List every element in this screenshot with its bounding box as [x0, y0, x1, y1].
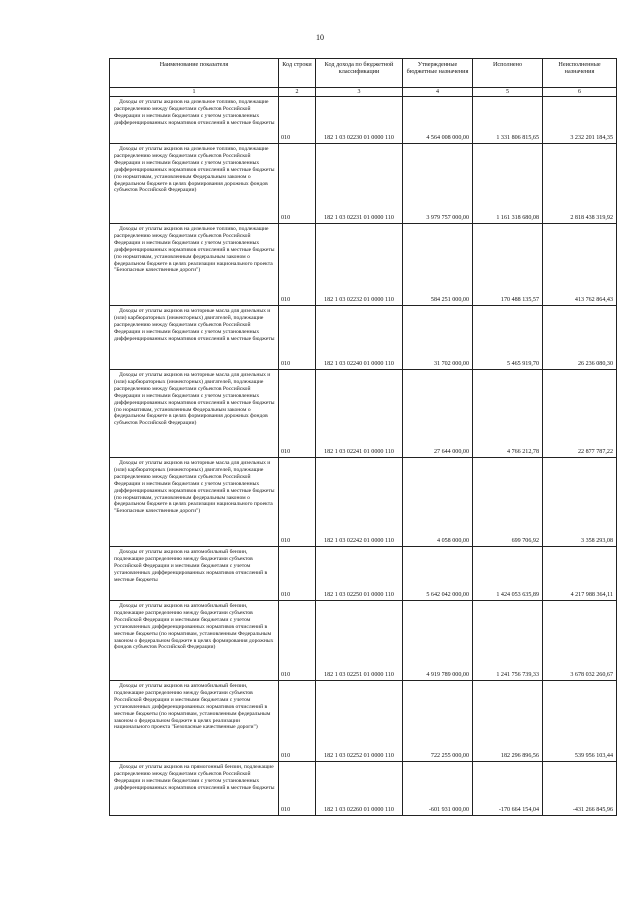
column-number: 5 — [473, 88, 543, 97]
column-number: 2 — [279, 88, 316, 97]
table-row — [110, 762, 617, 816]
page-number: 10 — [316, 33, 324, 42]
indicator-name: Доходы от уплаты акцизов на дизельное топливо, подлежащие распределению между бюджетами субъектов Российской Федерации и местными бюджетами с учетом установленных дифференцированных нормативов отчислений в местные бюджеты — [110, 97, 279, 144]
table-row — [110, 458, 617, 547]
table-header-row — [110, 59, 617, 88]
line-code: 010 — [279, 370, 316, 458]
header-unexecuted: Неисполненные назначения — [543, 59, 617, 88]
unexecuted-amount: 539 956 103,44 — [543, 681, 617, 762]
budget-code: 182 1 03 02230 01 0000 110 — [316, 97, 403, 144]
line-code: 010 — [279, 306, 316, 370]
budget-code: 182 1 03 02252 01 0000 110 — [316, 681, 403, 762]
indicator-name: Доходы от уплаты акцизов на дизельное топливо, подлежащие распределению между бюджетами субъектов Российской Федерации и местными бюджетами с учетом установленных дифференцированных нормативов отчислений в местные бюджеты (по нормативам, установленным Федеральным законом о федеральном бюджете в целях формирования дорожных фондов субъектов Российской Федерации) — [110, 144, 279, 224]
unexecuted-amount: 3 678 032 260,67 — [543, 601, 617, 681]
indicator-name: Доходы от уплаты акцизов на прямогонный бензин, подлежащие распределению между бюджетами субъектов Российской Федерации и местными бюджетами с учетом установленных дифференцированных нормативов отчислений в местные бюджеты — [110, 762, 279, 816]
table-row — [110, 681, 617, 762]
budget-code: 182 1 03 02251 01 0000 110 — [316, 601, 403, 681]
line-code: 010 — [279, 144, 316, 224]
budget-code: 182 1 03 02240 01 0000 110 — [316, 306, 403, 370]
approved-amount: 31 702 000,00 — [403, 306, 473, 370]
budget-code: 182 1 03 02231 01 0000 110 — [316, 144, 403, 224]
line-code: 010 — [279, 762, 316, 816]
table-row — [110, 224, 617, 306]
executed-amount: 170 488 135,57 — [473, 224, 543, 306]
line-code: 010 — [279, 601, 316, 681]
executed-amount: 1 331 806 815,65 — [473, 97, 543, 144]
indicator-name: Доходы от уплаты акцизов на автомобильный бензин, подлежащие распределению между бюджетами субъектов Российской Федерации и местными бюджетами с учетом установленных дифференцированных нормативов отчислений в местные бюджеты (по нормативам, установленным Федеральным законом о федеральном бюджете в целях формирования дорожных фондов субъектов Российской Федерации) — [110, 601, 279, 681]
table-row — [110, 370, 617, 458]
executed-amount: 699 706,92 — [473, 458, 543, 547]
line-code: 010 — [279, 458, 316, 547]
header-indicator-name: Наименование показателя — [110, 59, 279, 88]
approved-amount: 584 251 000,00 — [403, 224, 473, 306]
approved-amount: -601 931 000,00 — [403, 762, 473, 816]
executed-amount: 1 241 756 739,33 — [473, 601, 543, 681]
approved-amount: 27 644 000,00 — [403, 370, 473, 458]
indicator-name: Доходы от уплаты акцизов на моторные масла для дизельных и (или) карбюраторных (инжекторных) двигателей, подлежащие распределению между бюджетами субъектов Российской Федерации и местными бюджетами с учетом установленных дифференцированных нормативов отчислений в местные бюджеты (по нормативам, установленным федеральным законом о федеральном бюджете в целях реализации национального проекта "Безопасные качественные дороги") — [110, 458, 279, 547]
approved-amount: 4 919 789 000,00 — [403, 601, 473, 681]
unexecuted-amount: 413 762 864,43 — [543, 224, 617, 306]
column-number-row — [110, 88, 617, 97]
budget-code: 182 1 03 02242 01 0000 110 — [316, 458, 403, 547]
table-row — [110, 97, 617, 144]
table-row — [110, 306, 617, 370]
indicator-name: Доходы от уплаты акцизов на дизельное топливо, подлежащие распределению между бюджетами субъектов Российской Федерации и местными бюджетами с учетом установленных дифференцированных нормативов отчислений в местные бюджеты (по нормативам, установленным федеральным законом о федеральном бюджете в целях реализации национального проекта "Безопасные качественные дороги") — [110, 224, 279, 306]
header-budget-code: Код дохода по бюджетной классификации — [316, 59, 403, 88]
table-row — [110, 547, 617, 601]
unexecuted-amount: -431 266 845,96 — [543, 762, 617, 816]
indicator-name: Доходы от уплаты акцизов на моторные масла для дизельных и (или) карбюраторных (инжекторных) двигателей, подлежащие распределению между бюджетами субъектов Российской Федерации и местными бюджетами с учетом установленных дифференцированных нормативов отчислений в местные бюджеты — [110, 306, 279, 370]
executed-amount: 4 766 212,78 — [473, 370, 543, 458]
approved-amount: 3 979 757 000,00 — [403, 144, 473, 224]
approved-amount: 5 642 042 000,00 — [403, 547, 473, 601]
approved-amount: 4 058 000,00 — [403, 458, 473, 547]
column-number: 3 — [316, 88, 403, 97]
unexecuted-amount: 3 358 293,08 — [543, 458, 617, 547]
line-code: 010 — [279, 681, 316, 762]
line-code: 010 — [279, 547, 316, 601]
column-number: 6 — [543, 88, 617, 97]
unexecuted-amount: 4 217 988 364,11 — [543, 547, 617, 601]
indicator-name: Доходы от уплаты акцизов на автомобильный бензин, подлежащие распределению между бюджетами субъектов Российской Федерации и местными бюджетами с учетом установленных дифференцированных нормативов отчислений в местные бюджеты — [110, 547, 279, 601]
budget-code: 182 1 03 02241 01 0000 110 — [316, 370, 403, 458]
column-number: 1 — [110, 88, 279, 97]
indicator-name: Доходы от уплаты акцизов на автомобильный бензин, подлежащие распределению между бюджетами субъектов Российской Федерации и местными бюджетами с учетом установленных дифференцированных нормативов отчислений в местные бюджеты (по нормативам, установленным федеральным законом о федеральном бюджете в целях реализации национального проекта "Безопасные качественные дороги") — [110, 681, 279, 762]
column-number: 4 — [403, 88, 473, 97]
budget-code: 182 1 03 02250 01 0000 110 — [316, 547, 403, 601]
header-approved: Утвержденные бюджетные назначения — [403, 59, 473, 88]
approved-amount: 4 564 008 000,00 — [403, 97, 473, 144]
line-code: 010 — [279, 224, 316, 306]
unexecuted-amount: 2 818 438 319,92 — [543, 144, 617, 224]
executed-amount: 1 161 318 680,08 — [473, 144, 543, 224]
budget-code: 182 1 03 02232 01 0000 110 — [316, 224, 403, 306]
header-line-code: Код строки — [279, 59, 316, 88]
budget-code: 182 1 03 02260 01 0000 110 — [316, 762, 403, 816]
unexecuted-amount: 3 232 201 184,35 — [543, 97, 617, 144]
executed-amount: 1 424 053 635,89 — [473, 547, 543, 601]
unexecuted-amount: 26 236 080,30 — [543, 306, 617, 370]
unexecuted-amount: 22 877 787,22 — [543, 370, 617, 458]
line-code: 010 — [279, 97, 316, 144]
table-row — [110, 144, 617, 224]
header-executed: Исполнено — [473, 59, 543, 88]
approved-amount: 722 255 000,00 — [403, 681, 473, 762]
budget-execution-table — [109, 58, 617, 816]
executed-amount: 182 296 896,56 — [473, 681, 543, 762]
executed-amount: -170 664 154,04 — [473, 762, 543, 816]
table-row — [110, 601, 617, 681]
indicator-name: Доходы от уплаты акцизов на моторные масла для дизельных и (или) карбюраторных (инжекторных) двигателей, подлежащие распределению между бюджетами субъектов Российской Федерации и местными бюджетами с учетом установленных дифференцированных нормативов отчислений в местные бюджеты (по нормативам, установленным Федеральным законом о федеральном бюджете в целях формирования дорожных фондов субъектов Российской Федерации) — [110, 370, 279, 458]
executed-amount: 5 465 919,70 — [473, 306, 543, 370]
